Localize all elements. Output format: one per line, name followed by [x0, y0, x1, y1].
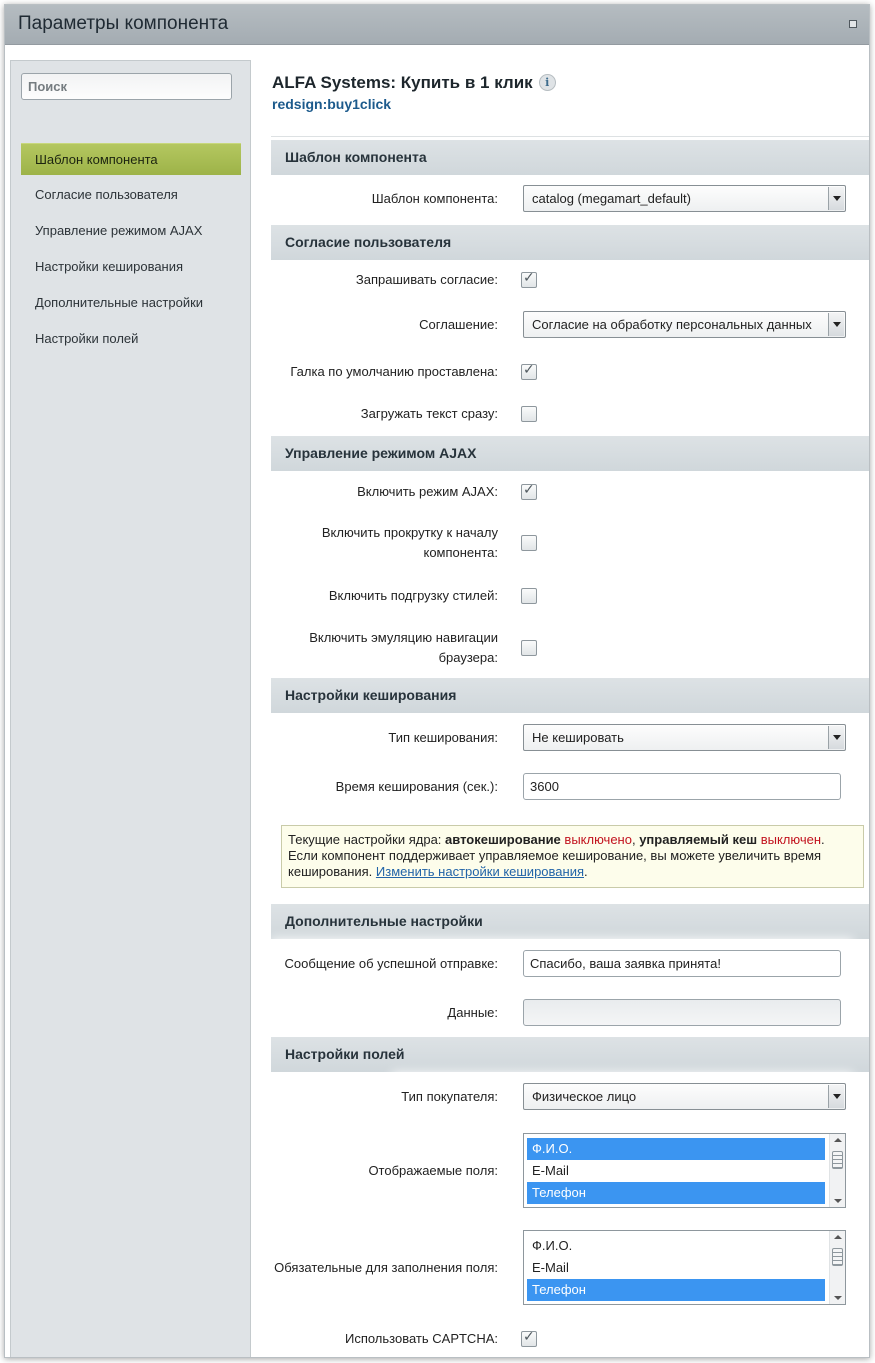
- cache-notice: [281, 825, 864, 888]
- dialog-title: Параметры компонента: [18, 13, 229, 34]
- sidebar-item-additional[interactable]: Дополнительные настройки: [35, 295, 204, 310]
- buyer-type-select[interactable]: [523, 1083, 846, 1110]
- ajax-scroll-label: Включить прокрутку к началу компонента:: [321, 525, 498, 560]
- required-option-phone[interactable]: Телефон: [527, 1279, 825, 1301]
- default-checked-checkbox[interactable]: [521, 364, 537, 380]
- section-header-ajax: Управление режимом AJAX: [271, 436, 870, 471]
- sidebar-item-consent[interactable]: Согласие пользователя: [35, 187, 178, 202]
- required-fields-listbox[interactable]: [523, 1230, 846, 1305]
- buyer-type-label: Тип покупателя:: [401, 1089, 498, 1104]
- ajax-history-checkbox[interactable]: [521, 640, 537, 656]
- buyer-type-select-value: Физическое лицо: [532, 1089, 637, 1104]
- section-header-cache: Настройки кеширования: [271, 678, 870, 713]
- cache-time-label: Время кеширования (сек.):: [335, 779, 498, 794]
- agreement-label: Соглашение:: [419, 317, 498, 332]
- sidebar: [10, 60, 251, 1358]
- request-consent-checkbox[interactable]: [521, 272, 537, 288]
- default-checked-label: Галка по умолчанию проставлена:: [290, 364, 498, 379]
- component-code: redsign:buy1click: [272, 96, 392, 112]
- captcha-label: Использовать CAPTCHA:: [344, 1331, 498, 1346]
- template-label: Шаблон компонента:: [371, 191, 498, 206]
- section-header-fields: Настройки полей: [271, 1037, 870, 1072]
- chevron-down-icon: [828, 313, 844, 336]
- load-text-checkbox[interactable]: [521, 406, 537, 422]
- success-message-label: Сообщение об успешной отправке:: [284, 956, 498, 971]
- data-label: Данные:: [447, 1005, 498, 1020]
- chevron-down-icon: [828, 187, 844, 210]
- scroll-thumb[interactable]: [832, 1248, 843, 1266]
- required-fields-label: Обязательные для заполнения поля:: [274, 1260, 498, 1275]
- chevron-down-icon: [828, 726, 844, 749]
- ajax-scroll-checkbox[interactable]: [521, 535, 537, 551]
- request-consent-label: Запрашивать согласие:: [355, 272, 498, 287]
- notice-comma: ,: [631, 832, 640, 847]
- sidebar-item-cache[interactable]: Настройки кеширования: [35, 259, 184, 274]
- notice-off2: выключен: [760, 832, 822, 847]
- component-title: [272, 73, 556, 93]
- required-fields-scrollbar[interactable]: [829, 1231, 845, 1304]
- component-title-text: ALFA Systems: Купить в 1 клик: [272, 73, 533, 92]
- shown-fields-listbox[interactable]: [523, 1133, 846, 1208]
- change-cache-settings-link[interactable]: Изменить настройки кеширования: [375, 864, 585, 879]
- shown-option-email[interactable]: E-Mail: [532, 1163, 569, 1178]
- load-text-label: Загружать текст сразу:: [360, 406, 498, 421]
- cache-type-select[interactable]: [523, 724, 846, 751]
- section-header-template: Шаблон компонента: [271, 140, 870, 175]
- component-parameters-dialog: [4, 4, 870, 1358]
- ajax-styles-checkbox[interactable]: [521, 588, 537, 604]
- template-select[interactable]: [523, 185, 846, 212]
- cache-type-label: Тип кеширования:: [388, 730, 498, 745]
- dialog-titlebar[interactable]: [5, 5, 870, 45]
- success-message-input[interactable]: [523, 950, 841, 977]
- section-header-consent: Согласие пользователя: [271, 225, 870, 260]
- scroll-down-icon[interactable]: [834, 1199, 842, 1203]
- agreement-select[interactable]: [523, 311, 846, 338]
- sidebar-item-fields[interactable]: Настройки полей: [35, 331, 139, 346]
- divider: [271, 136, 870, 137]
- notice-prefix: Текущие настройки ядра:: [288, 832, 446, 847]
- data-input[interactable]: [523, 999, 841, 1026]
- notice-auto: автокеширование: [445, 832, 561, 847]
- search-input[interactable]: [21, 73, 232, 100]
- template-select-value: catalog (megamart_default): [532, 191, 691, 206]
- scroll-up-icon[interactable]: [834, 1138, 842, 1142]
- shown-option-fio[interactable]: Ф.И.О.: [527, 1138, 825, 1160]
- cache-time-input[interactable]: [523, 773, 841, 800]
- sidebar-item-ajax[interactable]: Управление режимом AJAX: [35, 223, 203, 238]
- scroll-up-icon[interactable]: [834, 1235, 842, 1239]
- ajax-history-label: Включить эмуляцию навигации браузера:: [309, 630, 498, 665]
- agreement-select-value: Согласие на обработку персональных данных: [532, 317, 812, 332]
- ajax-enable-checkbox[interactable]: [521, 484, 537, 500]
- scroll-thumb[interactable]: [832, 1151, 843, 1169]
- section-header-additional: Дополнительные настройки: [271, 904, 870, 939]
- ajax-enable-label: Включить режим AJAX:: [357, 484, 498, 499]
- required-option-fio[interactable]: Ф.И.О.: [532, 1238, 573, 1253]
- chevron-down-icon: [828, 1085, 844, 1108]
- shown-fields-label: Отображаемые поля:: [368, 1163, 498, 1178]
- maximize-icon[interactable]: [849, 20, 857, 28]
- shown-fields-scrollbar[interactable]: [829, 1134, 845, 1207]
- info-icon[interactable]: i: [539, 74, 556, 91]
- sidebar-item-template[interactable]: Шаблон компонента: [21, 143, 241, 175]
- notice-off1: выключено: [564, 832, 632, 847]
- shown-option-phone[interactable]: Телефон: [527, 1182, 825, 1204]
- scroll-down-icon[interactable]: [834, 1296, 842, 1300]
- ajax-styles-label: Включить подгрузку стилей:: [328, 588, 498, 603]
- required-option-email[interactable]: E-Mail: [532, 1260, 569, 1275]
- captcha-checkbox[interactable]: [521, 1331, 537, 1347]
- cache-type-select-value: Не кешировать: [532, 730, 624, 745]
- notice-end: .: [584, 864, 588, 879]
- notice-managed: управляемый кеш: [639, 832, 758, 847]
- notice-dot: .: [821, 832, 825, 847]
- notice-text: Если компонент поддерживает управляемое кеширование, вы можете увеличить время кеширования.: [288, 848, 822, 879]
